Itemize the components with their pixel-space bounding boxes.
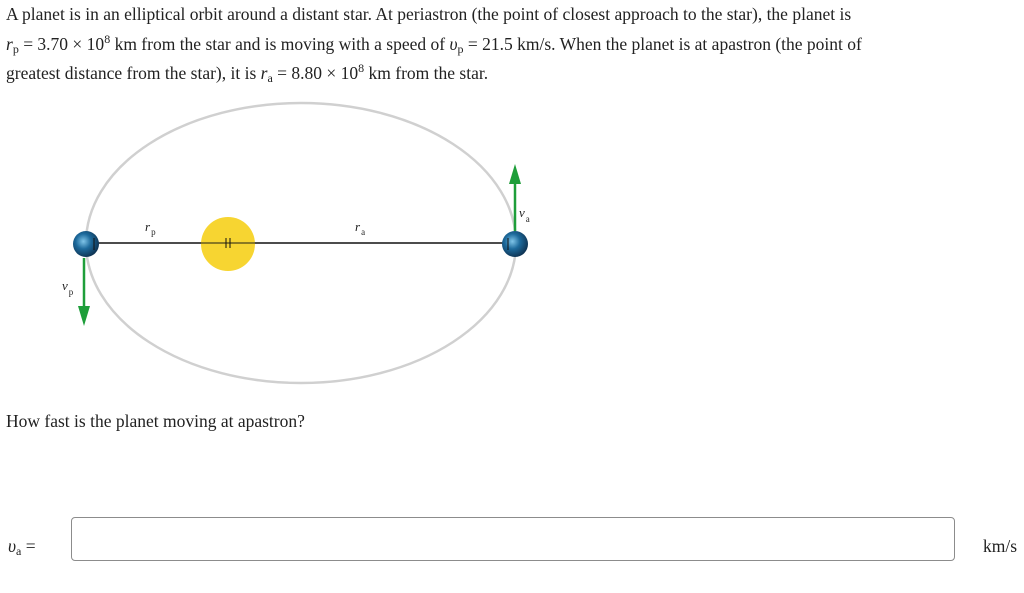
vp-arrow-head: [78, 306, 90, 326]
problem-line-2-tail: . When the planet is at apastron (the point of: [551, 33, 862, 54]
problem-line-2-mid: km from the star and is moving with a speed of: [110, 33, 450, 54]
va-arrow-head: [509, 164, 521, 184]
problem-line-1: A planet is in an elliptical orbit around a distant star. At periastron (the point of closest approach to the star), the planet is: [6, 4, 852, 24]
vp-label: $v_p$: [62, 278, 74, 297]
rp-expression: $r_p = 3.70 \times 10^8$: [6, 31, 111, 56]
ra-expression: $r_a = 8.80 \times 10^8$: [260, 61, 365, 85]
vp-expression: $\upsilon_p = 21.5$ km/s: [449, 33, 552, 56]
answer-label: $\upsilon_a$ =: [8, 536, 36, 558]
question-text: How fast is the planet moving at apastron?: [6, 411, 305, 431]
problem-line-3-head: greatest distance from the star), it is: [6, 63, 261, 83]
rp-label: $r_p$: [145, 219, 156, 237]
problem-line-3-tail: km from the star.: [364, 63, 489, 83]
answer-input[interactable]: [71, 517, 955, 561]
unit-label: km/s: [983, 536, 1018, 556]
star: [201, 217, 255, 271]
va-label: $v_a$: [519, 205, 530, 224]
planet-apastron: [502, 231, 528, 257]
planet-periastron: [73, 231, 99, 257]
ra-label: $r_a$: [355, 219, 366, 237]
